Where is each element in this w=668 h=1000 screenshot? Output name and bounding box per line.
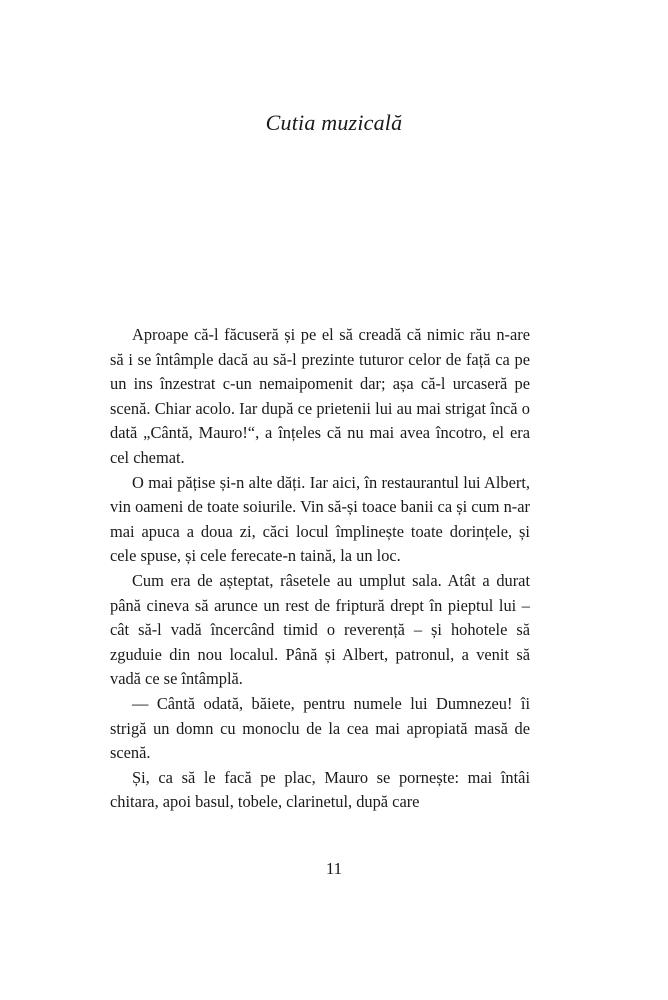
paragraph: Cum era de așteptat, râsetele au umplut sala. Atât a durat până cineva să arunce un rest de friptură drept în pieptul lui – cât să-l vadă încercând timid o reverență – și hohotele să zguduie din nou localul. Până și Albert, patronul, a venit să vadă ce se întâmplă. [110,570,530,689]
paragraph: Aproape că-l făcuseră și pe el să creadă că nimic rău n-are să i se întâmple dacă au să-l prezinte tuturor celor de față ca pe un ins înzestrat c-un nemaipomenit dar; așa că-l urcaseră pe scenă. Chiar acolo. Iar după ce prietenii lui au mai strigat încă o dată „Cântă, Mauro!“, a înțeles că nu mai avea încotro, el era cel chemat. [110,325,530,467]
page-number: 11 [325,859,343,878]
chapter-title: Cutia muzicală [265,110,403,135]
body-text [110,323,530,815]
paragraph: — Cântă odată, băiete, pentru numele lui Dumnezeu! îi strigă un domn cu monoclu de la cea mai apropiată masă de scenă. [110,693,530,763]
paragraph: O mai pățise și-n alte dăți. Iar aici, în restaurantul lui Albert, vin oameni de toate soiurile. Vin să-și toace banii ca și cum n-ar mai apuca a doua zi, căci locul împlinește toate dorințele, și cele spuse, și cele ferecate-n taină, la un loc. [110,472,530,566]
paragraph: Și, ca să le facă pe plac, Mauro se pornește: mai întâi chitara, apoi basul, tobele, clarinetul, după care [110,767,530,812]
